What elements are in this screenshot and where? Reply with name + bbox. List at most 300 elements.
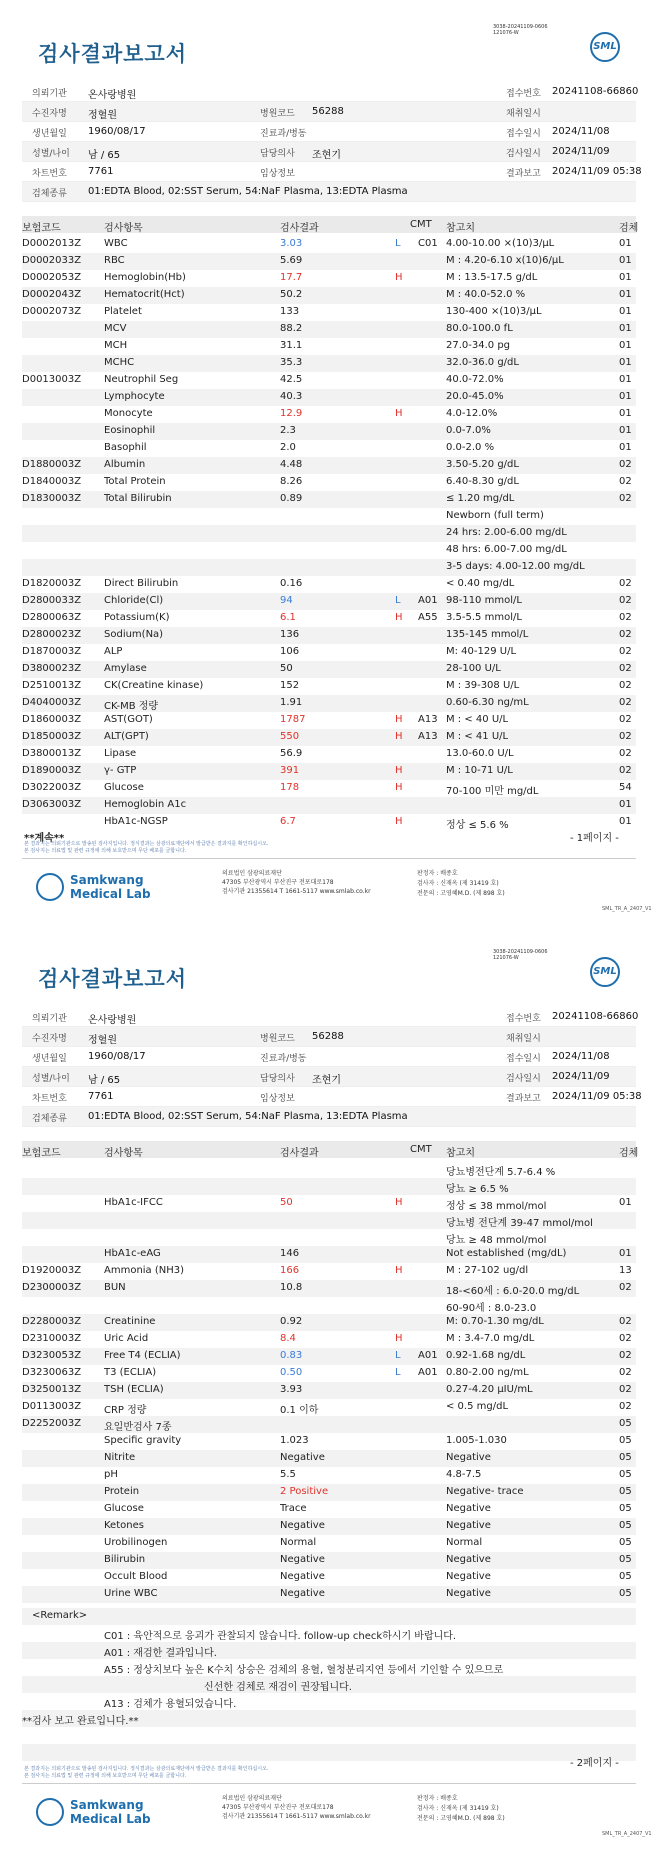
table-row <box>22 525 636 542</box>
row-test-name: AST(GOT) <box>104 714 153 725</box>
row-reference: 80.0-100.0 fL <box>446 323 513 334</box>
row-test-name: Hematocrit(Hct) <box>104 289 185 300</box>
row-specimen: 02 <box>619 1333 632 1344</box>
row-code: D4040003Z <box>22 697 82 708</box>
lab-address: 의료법인 삼광의료재단 47305 부산광역시 부산진구 전포대로178 검사기관 21355614 T 1661-5117 www.smlab.co.kr <box>222 1795 371 1820</box>
row-result: 8.4 <box>280 1333 296 1344</box>
row-code: D2310003Z <box>22 1333 82 1344</box>
row-test-name: HbA1c-eAG <box>104 1248 161 1259</box>
lab-name: Samkwang Medical Lab <box>70 873 151 901</box>
row-result: 166 <box>280 1265 300 1276</box>
row-reference: 0.80-2.00 ng/mL <box>446 1367 529 1378</box>
sml-logo-icon: SML <box>590 957 620 987</box>
row-result: 12.9 <box>280 408 303 419</box>
row-result: 4.48 <box>280 459 303 470</box>
row-result: 17.7 <box>280 272 303 283</box>
row-result: 56.9 <box>280 748 303 759</box>
table-row <box>22 1246 636 1263</box>
table-row <box>22 814 636 831</box>
row-test-name: Monocyte <box>104 408 153 419</box>
row-test-name: 요일반검사 7종 <box>104 1422 172 1433</box>
row-specimen: 02 <box>619 459 632 470</box>
row-result: 136 <box>280 629 300 640</box>
row-test-name: Potassium(K) <box>104 612 170 623</box>
row-code: D3250013Z <box>22 1384 82 1395</box>
row-comment: A55 <box>418 612 438 623</box>
row-result: 152 <box>280 680 300 691</box>
table-row <box>22 610 636 627</box>
row-reference: 3.50-5.20 g/dL <box>446 459 519 470</box>
lab-name: Samkwang Medical Lab <box>70 1798 151 1826</box>
row-result: 94 <box>280 595 293 606</box>
row-flag: L <box>395 1367 401 1378</box>
row-specimen: 02 <box>619 765 632 776</box>
table-row <box>22 287 636 304</box>
row-reference: 4.8-7.5 <box>446 1469 482 1480</box>
row-result: 5.69 <box>280 255 303 266</box>
table-row <box>22 270 636 287</box>
row-specimen: 01 <box>619 357 632 368</box>
row-specimen: 01 <box>619 425 632 436</box>
row-specimen: 01 <box>619 799 632 810</box>
form-code: SML_TR_A_2407_V1 <box>602 906 652 912</box>
table-row <box>22 1569 636 1586</box>
table-row <box>22 372 636 389</box>
row-result: 178 <box>280 782 300 793</box>
row-reference: 4.0-12.0% <box>446 408 498 419</box>
row-code: D2800033Z <box>22 595 82 606</box>
table-row <box>22 236 636 253</box>
row-result: 0.89 <box>280 493 303 504</box>
row-comment: A01 <box>418 595 438 606</box>
row-flag: H <box>395 731 403 742</box>
row-specimen: 05 <box>619 1537 632 1548</box>
row-reference: Negative- trace <box>446 1486 524 1497</box>
table-row <box>22 474 636 491</box>
row-specimen: 01 <box>619 408 632 419</box>
row-flag: L <box>395 238 401 249</box>
row-code: D2800063Z <box>22 612 82 623</box>
row-test-name: T3 (ECLIA) <box>104 1367 157 1378</box>
row-result: 146 <box>280 1248 300 1259</box>
row-reference: Negative <box>446 1588 491 1599</box>
row-reference: 130-400 ×(10)3/µL <box>446 306 542 317</box>
table-row <box>22 1365 636 1382</box>
row-reference: 40.0-72.0% <box>446 374 504 385</box>
row-specimen: 05 <box>619 1503 632 1514</box>
samkwang-logo-icon <box>36 1798 64 1826</box>
row-reference: Negative <box>446 1503 491 1514</box>
row-specimen: 01 <box>619 289 632 300</box>
row-result: 1787 <box>280 714 306 725</box>
row-specimen: 01 <box>619 238 632 249</box>
table-row <box>22 1212 636 1229</box>
row-test-name: Ammonia (NH3) <box>104 1265 185 1276</box>
disclaimer-notes: 본 결과지는 의뢰기관으로 발송된 검사지입니다. 정식결과는 삼광의료재단에서 발급받은 결과지를 확인하십시오. 본 검사지는 의료법 및 관련 규정에 의해 보호받으며 무단 배포를 금합니다. <box>24 841 269 854</box>
row-reference: M : < 40 U/L <box>446 714 509 725</box>
row-test-name: Nitrite <box>104 1452 136 1463</box>
row-code: D2252003Z <box>22 1418 82 1429</box>
table-row <box>22 797 636 814</box>
row-reference: 27.0-34.0 pg <box>446 340 511 351</box>
table-row <box>22 1382 636 1399</box>
row-test-name: Occult Blood <box>104 1571 168 1582</box>
row-specimen: 02 <box>619 1350 632 1361</box>
page-title: 검사결과보고서 <box>38 42 188 66</box>
row-result: 6.1 <box>280 612 296 623</box>
row-specimen: 05 <box>619 1469 632 1480</box>
row-reference: 32.0-36.0 g/dL <box>446 357 519 368</box>
signatures: 판정자 : 배종호 검사자 : 신재옥 (제 31419 호) 전문의 : 고영혜M.D. (제 898 호) <box>417 1795 505 1822</box>
row-test-name: MCHC <box>104 357 135 368</box>
row-flag: H <box>395 1265 403 1276</box>
row-reference: 0.0-7.0% <box>446 425 491 436</box>
table-row <box>22 576 636 593</box>
row-reference: M : < 41 U/L <box>446 731 509 742</box>
row-test-name: Free T4 (ECLIA) <box>104 1350 181 1361</box>
row-code: D1860003Z <box>22 714 82 725</box>
table-row <box>22 508 636 525</box>
row-test-name: Platelet <box>104 306 142 317</box>
row-result: 2.0 <box>280 442 296 453</box>
row-result: 106 <box>280 646 300 657</box>
row-specimen: 02 <box>619 731 632 742</box>
row-code: D0013003Z <box>22 374 82 385</box>
row-specimen: 02 <box>619 1282 632 1293</box>
row-reference: 당뇨병전단계 5.7-6.4 % <box>446 1167 556 1178</box>
row-code: D2510013Z <box>22 680 82 691</box>
table-row <box>22 746 636 763</box>
row-specimen: 01 <box>619 442 632 453</box>
row-code: D3022003Z <box>22 782 82 793</box>
row-reference: 1.005-1.030 <box>446 1435 507 1446</box>
table-row <box>22 321 636 338</box>
table-row <box>22 1348 636 1365</box>
row-test-name: Basophil <box>104 442 147 453</box>
row-result: 40.3 <box>280 391 303 402</box>
row-test-name: Lymphocyte <box>104 391 165 402</box>
row-result: 550 <box>280 731 300 742</box>
row-test-name: HbA1c-IFCC <box>104 1197 163 1208</box>
row-code: D2800023Z <box>22 629 82 640</box>
row-reference: 20.0-45.0% <box>446 391 504 402</box>
table-row <box>22 304 636 321</box>
row-flag: H <box>395 765 403 776</box>
signatures: 판정자 : 배종호 검사자 : 신재옥 (제 31419 호) 전문의 : 고영혜M.D. (제 898 호) <box>417 870 505 897</box>
row-specimen: 02 <box>619 612 632 623</box>
row-specimen: 02 <box>619 493 632 504</box>
row-code: D3800013Z <box>22 748 82 759</box>
row-code: D3800023Z <box>22 663 82 674</box>
row-test-name: CRP 정량 <box>104 1405 147 1416</box>
table-row <box>22 1195 636 1212</box>
row-reference: Negative <box>446 1452 491 1463</box>
row-specimen: 02 <box>619 680 632 691</box>
table-row <box>22 457 636 474</box>
results-table-page-1 <box>22 236 636 831</box>
row-test-name: Chloride(Cl) <box>104 595 164 606</box>
row-specimen: 05 <box>619 1452 632 1463</box>
row-code: D3063003Z <box>22 799 82 810</box>
row-specimen: 01 <box>619 340 632 351</box>
results-table-header: 보험코드 검사항목 검사결과 CMT 참고치 검체 <box>22 216 636 233</box>
row-reference: 0.60-6.30 ng/mL <box>446 697 529 708</box>
row-test-name: BUN <box>104 1282 126 1293</box>
footer <box>22 1783 652 1841</box>
row-test-name: HbA1c-NGSP <box>104 816 168 827</box>
row-test-name: Eosinophil <box>104 425 156 436</box>
row-specimen: 01 <box>619 323 632 334</box>
row-specimen: 02 <box>619 646 632 657</box>
row-reference: 24 hrs: 2.00-6.00 mg/dL <box>446 527 567 538</box>
row-specimen: 01 <box>619 255 632 266</box>
row-result: 50 <box>280 663 293 674</box>
row-flag: L <box>395 595 401 606</box>
table-row <box>22 1467 636 1484</box>
row-code: D0002073Z <box>22 306 82 317</box>
row-specimen: 01 <box>619 374 632 385</box>
row-test-name: Sodium(Na) <box>104 629 164 640</box>
row-result: 2.3 <box>280 425 296 436</box>
row-specimen: 02 <box>619 748 632 759</box>
row-flag: H <box>395 272 403 283</box>
row-reference: M : 27-102 ug/dl <box>446 1265 529 1276</box>
row-result: 31.1 <box>280 340 303 351</box>
table-row <box>22 1314 636 1331</box>
row-test-name: Total Protein <box>104 476 166 487</box>
row-specimen: 05 <box>619 1486 632 1497</box>
row-reference: 정상 ≤ 38 mmol/mol <box>446 1201 547 1212</box>
row-test-name: γ- GTP <box>104 765 137 776</box>
row-result: 391 <box>280 765 300 776</box>
row-flag: H <box>395 714 403 725</box>
row-reference: 당뇨 ≥ 6.5 % <box>446 1184 509 1195</box>
row-specimen: 54 <box>619 782 632 793</box>
table-row <box>22 1484 636 1501</box>
table-row <box>22 1399 636 1416</box>
patient-info-header: 의뢰기관 온사랑병원 접수번호 20241108-66860 수진자명 정혈원 병원코드 56288 채취일시 생년월일 1960/08/17 진료과/병동 접수일시 2024/11/08 성별/나이 남 / 65 담당의사 조현기 검사일시 2024/11/09 차트번호 7761 임상정보 결과보고 2024/11/09 05:38 검체종류 01:EDTA Blood, 02:SST Serum, 54:NaF Plasma, 13:EDTA Plasma <box>22 82 636 202</box>
row-reference: 정상 ≤ 5.6 % <box>446 820 509 831</box>
row-test-name: ALT(GPT) <box>104 731 149 742</box>
row-result: 5.5 <box>280 1469 296 1480</box>
samkwang-logo-icon <box>36 873 64 901</box>
table-row <box>22 1161 636 1178</box>
row-reference: 3-5 days: 4.00-12.00 mg/dL <box>446 561 585 572</box>
row-test-name: TSH (ECLIA) <box>104 1384 164 1395</box>
sml-logo-icon: SML <box>590 32 620 62</box>
remarks-section: <Remark> C01 : 육안적으로 응괴가 관찰되지 않습니다. follow-up check하시기 바랍니다. A01 : 재검한 결과입니다. A55 : 정상치보다 높은 K수치 상승은 검체의 용혈, 혈청분리지연 등에서 기인할 수 있으므로 신선한 검체로 재검이 권장됩니다. A13 : 검체가 용혈되었습니다. **검사 보고 완료입니다.** <box>22 1608 636 1761</box>
row-test-name: Albumin <box>104 459 146 470</box>
row-result: Negative <box>280 1554 325 1565</box>
row-result: 0.50 <box>280 1367 303 1378</box>
row-test-name: pH <box>104 1469 118 1480</box>
table-row <box>22 1535 636 1552</box>
row-result: 2 Positive <box>280 1486 329 1497</box>
row-reference: Newborn (full term) <box>446 510 544 521</box>
row-specimen: 05 <box>619 1571 632 1582</box>
table-row <box>22 1450 636 1467</box>
row-reference: M: 0.70-1.30 mg/dL <box>446 1316 544 1327</box>
row-reference: Negative <box>446 1554 491 1565</box>
row-flag: H <box>395 1197 403 1208</box>
row-result: Negative <box>280 1520 325 1531</box>
row-code: D3230063Z <box>22 1367 82 1378</box>
table-row <box>22 1586 636 1603</box>
disclaimer-notes: 본 결과지는 의뢰기관으로 발송된 검사지입니다. 정식결과는 삼광의료재단에서 발급받은 결과지를 확인하십시오. 본 검사지는 의료법 및 관련 규정에 의해 보호받으며 무단 배포를 금합니다. <box>24 1766 269 1779</box>
row-code: D1830003Z <box>22 493 82 504</box>
row-reference: Normal <box>446 1537 483 1548</box>
table-row <box>22 491 636 508</box>
row-result: 0.83 <box>280 1350 303 1361</box>
table-row <box>22 338 636 355</box>
row-reference: 4.00-10.00 ×(10)3/µL <box>446 238 555 249</box>
row-specimen: 05 <box>619 1588 632 1599</box>
table-row <box>22 712 636 729</box>
table-row <box>22 1501 636 1518</box>
row-reference: Not established (mg/dL) <box>446 1248 567 1259</box>
row-test-name: Total Bilirubin <box>104 493 172 504</box>
row-code: D0002043Z <box>22 289 82 300</box>
row-comment: A01 <box>418 1367 438 1378</box>
row-result: Trace <box>280 1503 307 1514</box>
row-specimen: 02 <box>619 578 632 589</box>
row-reference: 6.40-8.30 g/dL <box>446 476 519 487</box>
row-comment: C01 <box>418 238 438 249</box>
row-code: D0002053Z <box>22 272 82 283</box>
table-row <box>22 780 636 797</box>
row-result: 50.2 <box>280 289 303 300</box>
table-row <box>22 1263 636 1280</box>
row-test-name: CK-MB 정량 <box>104 701 159 712</box>
table-row <box>22 763 636 780</box>
results-table-page-2 <box>22 1161 636 1603</box>
row-result: 1.91 <box>280 697 303 708</box>
row-reference: M : 4.20-6.10 x(10)6/µL <box>446 255 564 266</box>
row-reference: 당뇨병 전단계 39-47 mmol/mol <box>446 1218 593 1229</box>
table-row <box>22 1433 636 1450</box>
page-title: 검사결과보고서 <box>38 967 188 991</box>
row-reference: 3.5-5.5 mmol/L <box>446 612 522 623</box>
row-reference: 48 hrs: 6.00-7.00 mg/dL <box>446 544 567 555</box>
row-result: Normal <box>280 1537 317 1548</box>
row-result: 8.26 <box>280 476 303 487</box>
row-code: D1820003Z <box>22 578 82 589</box>
row-test-name: Glucose <box>104 1503 144 1514</box>
row-code: D2280003Z <box>22 1316 82 1327</box>
table-row <box>22 1416 636 1433</box>
row-result: 10.8 <box>280 1282 303 1293</box>
row-reference: 60-90세 : 8.0-23.0 <box>446 1303 537 1314</box>
row-result: 0.16 <box>280 578 303 589</box>
row-result: 88.2 <box>280 323 303 334</box>
row-code: D3230053Z <box>22 1350 82 1361</box>
row-specimen: 13 <box>619 1265 632 1276</box>
table-row <box>22 1178 636 1195</box>
row-reference: 0.0-2.0 % <box>446 442 495 453</box>
row-reference: M : 10-71 U/L <box>446 765 513 776</box>
row-reference: 당뇨 ≥ 48 mmol/mol <box>446 1235 547 1246</box>
row-test-name: WBC <box>104 238 128 249</box>
table-row <box>22 695 636 712</box>
row-reference: M : 3.4-7.0 mg/dL <box>446 1333 535 1344</box>
page-number: - 1페이지 - <box>570 833 619 844</box>
row-flag: H <box>395 816 403 827</box>
row-result: Negative <box>280 1571 325 1582</box>
table-row <box>22 1280 636 1297</box>
row-reference: M : 40.0-52.0 % <box>446 289 526 300</box>
row-comment: A13 <box>418 714 438 725</box>
row-reference: 0.27-4.20 µIU/mL <box>446 1384 533 1395</box>
row-reference: 70-100 미만 mg/dL <box>446 786 539 797</box>
row-flag: H <box>395 1333 403 1344</box>
row-test-name: Hemoglobin(Hb) <box>104 272 186 283</box>
document-code: 3038-20241109-0606 121076-W <box>493 949 548 961</box>
row-specimen: 01 <box>619 391 632 402</box>
lab-address: 의료법인 삼광의료재단 47305 부산광역시 부산진구 전포대로178 검사기관 21355614 T 1661-5117 www.smlab.co.kr <box>222 870 371 895</box>
row-test-name: RBC <box>104 255 125 266</box>
footer <box>22 858 652 916</box>
row-comment: A13 <box>418 731 438 742</box>
table-row <box>22 1297 636 1314</box>
table-row <box>22 1331 636 1348</box>
table-row <box>22 559 636 576</box>
row-test-name: MCH <box>104 340 128 351</box>
row-test-name: Urine WBC <box>104 1588 158 1599</box>
row-result: 3.03 <box>280 238 303 249</box>
row-result: 3.93 <box>280 1384 303 1395</box>
row-test-name: Glucose <box>104 782 144 793</box>
row-reference: 28-100 U/L <box>446 663 501 674</box>
row-specimen: 02 <box>619 663 632 674</box>
table-row <box>22 729 636 746</box>
row-result: Negative <box>280 1588 325 1599</box>
row-test-name: Bilirubin <box>104 1554 146 1565</box>
row-reference: 13.0-60.0 U/L <box>446 748 514 759</box>
row-result: 6.7 <box>280 816 296 827</box>
table-row <box>22 389 636 406</box>
table-row <box>22 406 636 423</box>
row-test-name: Specific gravity <box>104 1435 182 1446</box>
row-specimen: 01 <box>619 272 632 283</box>
row-result: 133 <box>280 306 300 317</box>
row-specimen: 02 <box>619 714 632 725</box>
continue-marker: **계속** <box>24 833 65 844</box>
row-result: 42.5 <box>280 374 303 385</box>
row-specimen: 02 <box>619 1401 632 1412</box>
row-specimen: 02 <box>619 476 632 487</box>
table-row <box>22 1229 636 1246</box>
page-number: - 2페이지 - <box>570 1758 619 1769</box>
row-reference: 18-<60세 : 6.0-20.0 mg/dL <box>446 1286 580 1297</box>
row-reference: ≤ 1.20 mg/dL <box>446 493 515 504</box>
table-row <box>22 678 636 695</box>
patient-info-header: 의뢰기관 온사랑병원 접수번호 20241108-66860 수진자명 정혈원 병원코드 56288 채취일시 생년월일 1960/08/17 진료과/병동 접수일시 2024/11/08 성별/나이 남 / 65 담당의사 조현기 검사일시 2024/11/09 차트번호 7761 임상정보 결과보고 2024/11/09 05:38 검체종류 01:EDTA Blood, 02:SST Serum, 54:NaF Plasma, 13:EDTA Plasma <box>22 1007 636 1127</box>
row-reference: M: 40-129 U/L <box>446 646 517 657</box>
table-row <box>22 355 636 372</box>
row-code: D1870003Z <box>22 646 82 657</box>
row-code: D1920003Z <box>22 1265 82 1276</box>
row-result: Negative <box>280 1452 325 1463</box>
row-reference: M : 39-308 U/L <box>446 680 520 691</box>
table-row <box>22 1518 636 1535</box>
table-row <box>22 253 636 270</box>
row-code: D1880003Z <box>22 459 82 470</box>
row-specimen: 05 <box>619 1520 632 1531</box>
form-code: SML_TR_A_2407_V1 <box>602 1831 652 1837</box>
row-test-name: Ketones <box>104 1520 144 1531</box>
row-code: D1850003Z <box>22 731 82 742</box>
row-test-name: CK(Creatine kinase) <box>104 680 204 691</box>
